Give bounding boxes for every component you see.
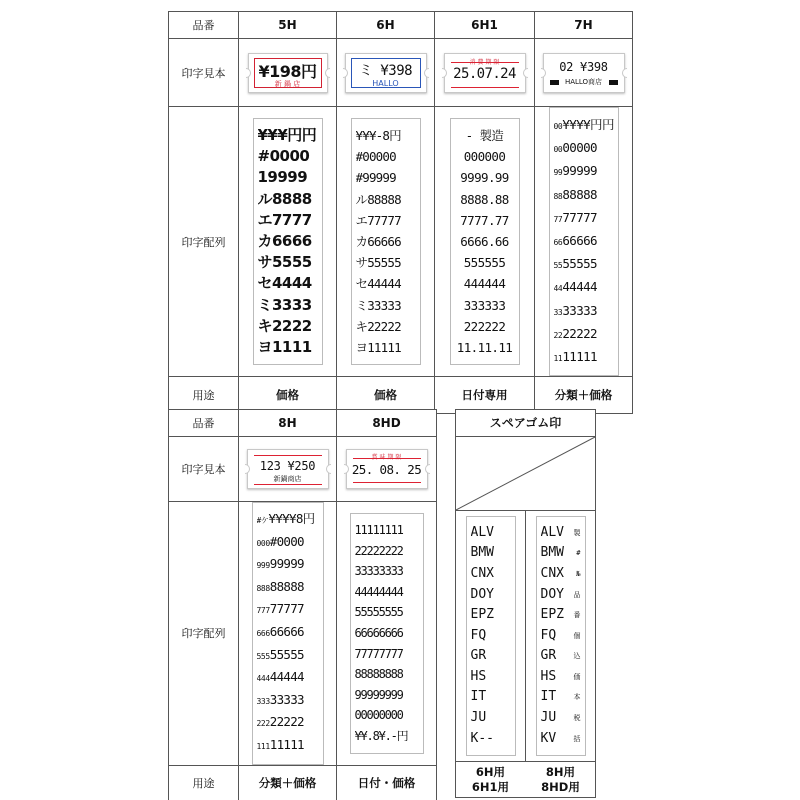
sample-price-5h: ¥198円 xyxy=(258,61,317,81)
array-8h-row-prefix: 666 xyxy=(256,628,270,638)
array-spare-right-row-prefix: DOY xyxy=(540,586,564,602)
char-array-6h xyxy=(351,118,421,365)
array-cell-6h1 xyxy=(435,107,535,377)
array-7h-row-prefix: 00 xyxy=(553,145,563,155)
array-5h-row: ¥¥¥円円 xyxy=(257,126,317,144)
use-6h1: 日付専用 xyxy=(435,377,535,414)
array-spare-right-row-body: 括 xyxy=(573,734,581,743)
array-spare-left-row: IT xyxy=(470,689,487,705)
array-spare-left-row: FQ xyxy=(470,627,487,643)
model-code-7h: 7H xyxy=(535,12,633,39)
array-7h-row xyxy=(554,207,614,230)
array-5h-row: ミ3333 xyxy=(257,295,312,314)
array-spare-right-row-body: 製 xyxy=(573,528,581,537)
array-spare-right-row-body: № xyxy=(576,569,581,578)
array-7h-row-body: 11111 xyxy=(562,349,597,365)
array-5h-row: 19999 xyxy=(257,168,308,187)
array-cell-7h xyxy=(535,107,633,377)
header-use-2: 用途 xyxy=(169,765,239,800)
sample-caption-6h1: 消 費 期 限 xyxy=(469,58,500,66)
array-spare-right-row-prefix: CNX xyxy=(540,565,564,581)
array-spare-right-row-prefix: BMW xyxy=(540,545,564,561)
spare-stamp-title: スペアゴム印 xyxy=(456,410,595,437)
array-6h1-row: 9999.99 xyxy=(460,170,509,186)
array-8hd-row: 00000000 xyxy=(354,708,403,723)
sample-shop-8h: 新鍋商店 xyxy=(273,475,302,483)
array-7h-row-prefix: 77 xyxy=(553,214,563,224)
sample-price-6h: ミ ¥398 xyxy=(358,62,413,79)
array-8hd-row: 55555555 xyxy=(354,605,403,620)
char-array-8h xyxy=(252,502,324,765)
array-5h-row: ル8888 xyxy=(257,189,312,208)
array-8h-row-prefix: 222 xyxy=(256,719,270,729)
array-8hd-row: 88888888 xyxy=(354,667,403,682)
array-spare-left-row: DOY xyxy=(470,586,494,602)
sample-date-6h1: 25.07.24 xyxy=(453,65,516,82)
header-sample: 印字見本 xyxy=(169,39,239,107)
array-8h-row xyxy=(257,735,319,758)
array-6h1-row: - 製造 xyxy=(465,128,504,143)
use-spare-right xyxy=(526,762,595,798)
array-7h-row-prefix: 22 xyxy=(553,330,563,340)
array-spare-right-row xyxy=(541,523,581,544)
array-7h-row xyxy=(554,184,614,207)
sample-label-6h1 xyxy=(444,53,526,93)
array-cell-8hd xyxy=(337,502,437,766)
array-cell-5h xyxy=(239,107,337,377)
use-spare-left xyxy=(456,762,525,798)
array-5h-row: カ6666 xyxy=(257,232,312,251)
sample-cell-5h xyxy=(239,39,337,107)
array-spare-right-row-body: 品 xyxy=(573,590,581,599)
array-spare-right-row xyxy=(541,729,581,750)
array-6h-row: ¥¥¥-8円 xyxy=(355,128,401,143)
sample-label-5h xyxy=(248,53,328,93)
array-6h1-row: 222222 xyxy=(463,318,506,334)
array-spare-right-row xyxy=(541,605,581,626)
use-6h: 価格 xyxy=(337,377,435,414)
sample-label-7h xyxy=(543,53,625,93)
array-8hd-row: 11111111 xyxy=(354,523,403,537)
array-spare-right-row xyxy=(541,646,581,667)
char-array-spare-8h xyxy=(536,516,586,757)
array-8h-row xyxy=(257,690,319,713)
array-8h-row-body: #0000 xyxy=(269,533,304,549)
array-8h-row-prefix: 555 xyxy=(256,651,270,661)
array-cell-6h xyxy=(337,107,435,377)
array-6h-row: ミ33333 xyxy=(355,297,401,313)
array-spare-right-row-body: 本 xyxy=(573,693,581,702)
array-8h-row-body: 77777 xyxy=(269,601,304,617)
array-spare-right-row-prefix: IT xyxy=(540,689,557,705)
sample-price-8h: 123 ¥250 xyxy=(259,459,316,473)
array-5h-row: エ7777 xyxy=(257,210,312,229)
array-7h-row-body: 77777 xyxy=(562,209,597,225)
array-7h-row-body: 99999 xyxy=(562,163,597,179)
array-6h-row: #00000 xyxy=(355,149,396,165)
sample-price-7h: 02 ¥398 xyxy=(559,59,608,74)
array-spare-left-row: GR xyxy=(470,648,487,664)
array-spare-left-row: CNX xyxy=(470,565,494,581)
array-6h1-row: 333333 xyxy=(463,297,506,313)
use-spare-6h: 6H用 xyxy=(475,765,506,779)
array-5h-row: サ5555 xyxy=(257,253,312,272)
array-5h-row: セ4444 xyxy=(257,274,312,293)
use-7h: 分類＋価格 xyxy=(535,377,633,414)
array-spare-right-row xyxy=(541,687,581,708)
sample-cell-6h xyxy=(337,39,435,107)
array-8h-row-body: 11111 xyxy=(269,736,304,752)
use-spare-8h: 8H用 xyxy=(545,765,576,779)
array-7h-row-prefix: 66 xyxy=(553,238,563,248)
array-8h-row xyxy=(257,667,319,690)
char-array-6h1 xyxy=(450,118,520,365)
model-code-8h: 8H xyxy=(239,410,337,437)
array-8h-row-prefix: 111 xyxy=(256,741,270,751)
array-6h1-row: 000000 xyxy=(463,149,506,165)
array-7h-row-prefix: 44 xyxy=(553,284,563,294)
array-cell-8h xyxy=(239,502,337,766)
array-8hd-row: 44444444 xyxy=(354,584,403,599)
array-spare-right-row-prefix: FQ xyxy=(540,627,557,643)
array-7h-row-prefix: 33 xyxy=(553,307,563,317)
spare-stamp-table xyxy=(455,409,596,798)
model-code-6h1: 6H1 xyxy=(435,12,535,39)
array-spare-right-row-prefix: ALV xyxy=(540,524,564,540)
array-6h1-row: 6666.66 xyxy=(460,234,509,250)
use-5h: 価格 xyxy=(239,377,337,414)
sample-cell-7h xyxy=(535,39,633,107)
array-8hd-row: 66666666 xyxy=(354,625,403,640)
array-7h-row xyxy=(554,276,614,299)
array-6h-row: エ77777 xyxy=(355,212,401,228)
array-8h-row-body: 55555 xyxy=(269,646,304,662)
array-7h-row xyxy=(554,323,614,346)
array-7h-row xyxy=(554,137,614,160)
array-8h-row-prefix: #ケ xyxy=(256,516,269,525)
array-spare-right-row xyxy=(541,564,581,585)
array-8h-row xyxy=(257,645,319,668)
array-7h-row-body: 33333 xyxy=(562,302,597,318)
array-8h-row xyxy=(257,622,319,645)
array-spare-right-row-prefix: GR xyxy=(540,648,557,664)
array-8h-row xyxy=(257,532,319,555)
sample-label-6h xyxy=(345,53,427,93)
array-6h-row: #99999 xyxy=(355,170,396,186)
array-spare-left-row: ALV xyxy=(470,524,494,540)
array-7h-row-body: 88888 xyxy=(562,186,597,202)
array-spare-right-row-body: 税 xyxy=(573,714,581,723)
array-8hd-row: 77777777 xyxy=(354,646,403,661)
array-5h-row: キ2222 xyxy=(257,316,312,335)
sample-cell-6h1 xyxy=(435,39,535,107)
array-spare-left-row: BMW xyxy=(470,545,494,561)
array-7h-row-body: 22222 xyxy=(562,325,597,341)
array-8h-row-body: 88888 xyxy=(269,578,304,594)
model-code-5h: 5H xyxy=(239,12,337,39)
array-7h-row-prefix: 99 xyxy=(553,168,563,178)
array-7h-row-body: 66666 xyxy=(562,233,597,249)
array-6h1-row: 8888.88 xyxy=(460,191,509,207)
array-spare-right-row xyxy=(541,626,581,647)
array-7h-row-prefix: 00 xyxy=(553,122,563,131)
array-7h-row xyxy=(554,346,614,369)
sample-shop-5h: 新 鍋 店 xyxy=(274,79,301,88)
header-use: 用途 xyxy=(169,377,239,414)
array-6h1-row: 444444 xyxy=(463,276,506,292)
array-5h-row: ヨ1111 xyxy=(257,338,312,357)
array-8h-row-body: 44444 xyxy=(269,669,304,685)
array-7h-row xyxy=(554,253,614,276)
sample-cell-8h xyxy=(239,437,337,502)
array-8h-row-body: 22222 xyxy=(269,714,304,730)
header-hinban-2: 品番 xyxy=(169,410,239,437)
array-8h-row-body: 66666 xyxy=(269,623,304,639)
array-7h-row-body: 55555 xyxy=(562,256,597,272)
array-8h-row xyxy=(257,712,319,735)
array-6h-row: ヨ11111 xyxy=(355,340,401,356)
array-7h-row xyxy=(554,230,614,253)
array-8h-row-prefix: 777 xyxy=(256,606,270,616)
array-spare-left-row: JU xyxy=(470,710,487,726)
array-8h-row-prefix: 888 xyxy=(256,583,270,593)
use-spare-6h1: 6H1用 xyxy=(471,780,510,794)
array-8h-row-body: ¥¥¥¥8円 xyxy=(268,511,315,526)
array-8h-row xyxy=(257,577,319,600)
array-8hd-row: 99999999 xyxy=(354,687,403,702)
use-spare-8hd: 8HD用 xyxy=(541,780,580,794)
array-8h-row-prefix: 000 xyxy=(256,538,270,548)
sample-caption-8hd: 賞 味 期 限 xyxy=(371,454,402,461)
sample-shop-6h: HALLO xyxy=(372,78,399,88)
array-7h-row xyxy=(554,300,614,323)
array-spare-right-row xyxy=(541,667,581,688)
array-7h-row-prefix: 88 xyxy=(553,191,563,201)
array-6h-row: セ44444 xyxy=(355,276,401,292)
array-8h-row-prefix: 333 xyxy=(256,696,270,706)
array-6h-row: キ22222 xyxy=(355,318,401,334)
array-7h-row-prefix: 11 xyxy=(553,354,563,364)
array-spare-right-row-body: 価 xyxy=(573,672,581,681)
array-7h-row xyxy=(554,160,614,183)
array-8hd-row: 22222222 xyxy=(354,543,403,558)
array-6h-row: ル88888 xyxy=(355,191,401,207)
array-8h-row xyxy=(257,509,319,532)
header-array: 印字配列 xyxy=(169,107,239,377)
array-6h1-row: 7777.77 xyxy=(460,212,509,228)
array-7h-row-prefix: 55 xyxy=(553,261,563,271)
char-array-5h xyxy=(253,118,323,365)
header-sample-2: 印字見本 xyxy=(169,437,239,502)
array-6h1-row: 11.11.11 xyxy=(456,340,513,356)
sample-date-8hd: 25. 08. 25 xyxy=(351,462,422,477)
array-spare-right-row-body: # xyxy=(576,549,581,558)
array-spare-left-row: EPZ xyxy=(470,607,494,623)
header-hinban: 品番 xyxy=(169,12,239,39)
array-6h1-row: 555555 xyxy=(463,255,506,271)
array-8hd-row: 33333333 xyxy=(354,564,403,579)
array-8h-row xyxy=(257,599,319,622)
spec-table-top xyxy=(168,11,633,414)
sample-label-8hd xyxy=(346,449,428,489)
use-8hd: 日付・価格 xyxy=(337,765,437,800)
model-code-8hd: 8HD xyxy=(337,410,437,437)
array-8h-row-prefix: 999 xyxy=(256,561,270,571)
char-array-8hd xyxy=(350,513,424,754)
diagonal-divider xyxy=(456,437,595,511)
array-8hd-row: ¥¥.8¥.-円 xyxy=(354,728,408,743)
array-7h-row xyxy=(554,114,614,137)
array-spare-right-row-body: 込 xyxy=(573,652,581,661)
model-code-6h: 6H xyxy=(337,12,435,39)
array-spare-left-row: K-- xyxy=(470,730,494,746)
array-spare-right-row xyxy=(541,585,581,606)
array-spare-right-row-prefix: JU xyxy=(540,710,557,726)
array-8h-row-body: 99999 xyxy=(269,556,304,572)
array-7h-row-body: ¥¥¥¥円円 xyxy=(562,117,614,132)
spec-table-bottom xyxy=(168,409,437,800)
use-8h: 分類＋価格 xyxy=(239,765,337,800)
array-spare-right-row xyxy=(541,543,581,564)
array-7h-row-body: 00000 xyxy=(562,140,597,156)
array-8h-row xyxy=(257,554,319,577)
array-spare-right-row-prefix: HS xyxy=(540,668,557,684)
sample-label-8h xyxy=(247,449,329,489)
char-array-spare-6h xyxy=(466,516,516,757)
array-7h-row-body: 44444 xyxy=(562,279,597,295)
array-spare-left-row: HS xyxy=(470,668,487,684)
char-array-7h xyxy=(549,107,619,376)
array-spare-right-row-body: 個 xyxy=(573,631,581,640)
array-spare-right-row-prefix: KV xyxy=(540,730,557,746)
sample-shop-7h: HALLO商店 xyxy=(564,77,603,86)
header-array-2: 印字配列 xyxy=(169,502,239,766)
array-spare-right-row-body: 番 xyxy=(573,611,581,620)
array-8h-row-body: 33333 xyxy=(269,691,304,707)
array-spare-right-row-prefix: EPZ xyxy=(540,607,564,623)
array-6h-row: サ55555 xyxy=(355,255,401,271)
array-6h-row: カ66666 xyxy=(355,234,401,250)
array-8h-row-prefix: 444 xyxy=(256,674,270,684)
sample-cell-8hd xyxy=(337,437,437,502)
array-spare-right-row xyxy=(541,708,581,729)
array-5h-row: #0000 xyxy=(257,147,310,166)
